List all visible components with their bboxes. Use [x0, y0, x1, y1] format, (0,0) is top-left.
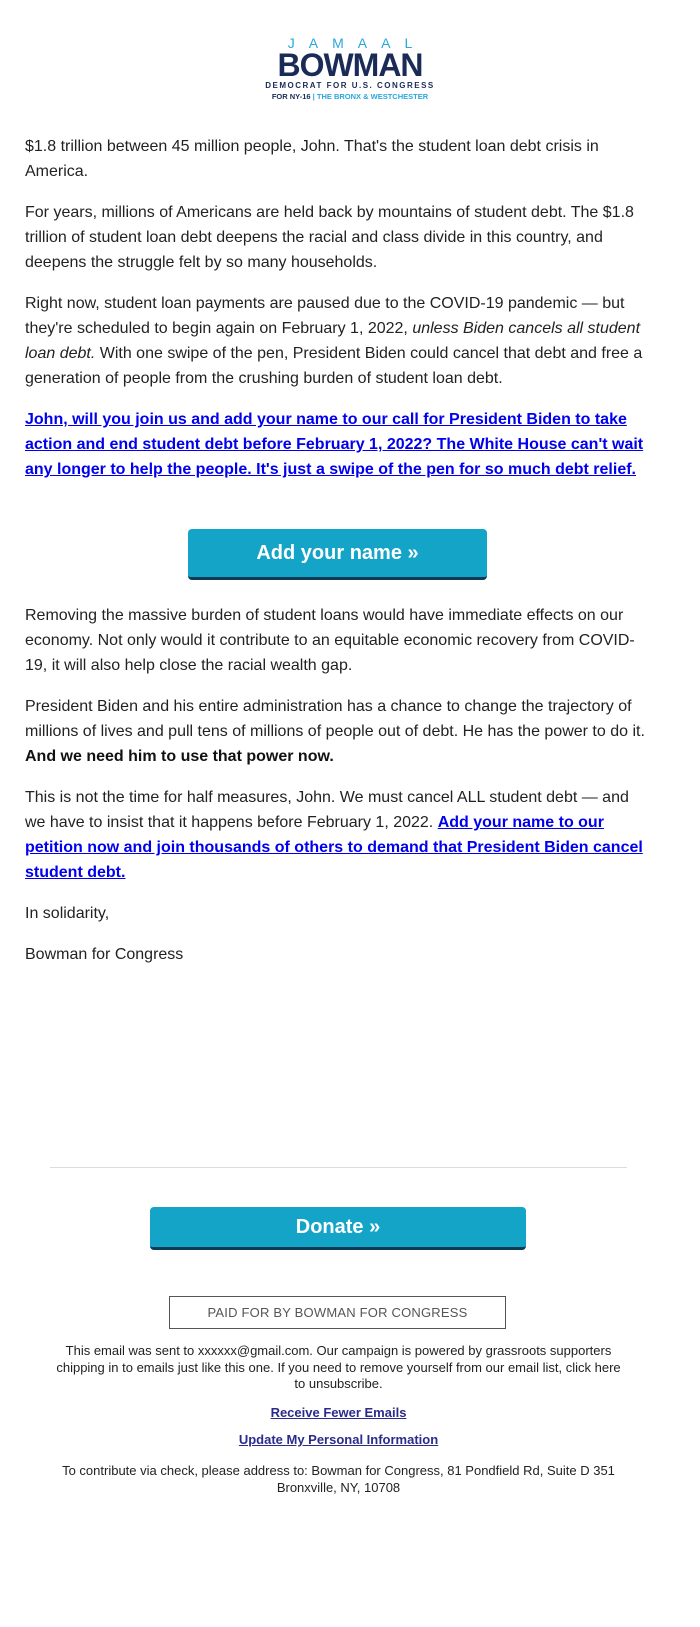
- paragraph-payments-text-a: Right now, student loan payments are paused due to the COVID-19 pandemic — but they're scheduled to begin again on February 1, 2022,: [25, 295, 625, 337]
- update-info-row: [0, 1432, 677, 1447]
- donate-button[interactable]: Donate »: [150, 1207, 526, 1250]
- paragraph-intro: $1.8 trillion between 45 million people, John. That's the student loan debt crisis in America.: [25, 138, 599, 180]
- paragraph-cta: [25, 407, 653, 482]
- signature: Bowman for Congress: [25, 946, 184, 963]
- email-body-bottom: [25, 603, 653, 983]
- logo-region-amp: &: [361, 92, 371, 101]
- paragraph-student-debt: For years, millions of Americans are held back by mountains of student debt. The $1.8 trillion of student loan debt deepens the racial and class divide in this country, and deepens the struggle felt by so many households.: [25, 204, 634, 271]
- campaign-logo: [0, 36, 700, 102]
- logo-region-bronx: THE BRONX: [316, 92, 362, 101]
- logo-district: [0, 91, 700, 102]
- update-personal-info-link[interactable]: Update My Personal Information: [238, 1432, 439, 1447]
- paragraph-power-strong: And we need him to use that power now.: [25, 748, 334, 765]
- logo-last-name: BOWMAN: [277, 47, 423, 83]
- add-your-name-button[interactable]: Add your name »: [188, 529, 487, 580]
- petition-link[interactable]: Add your name to our petition now and join thousands of others to demand that President Biden cancel student debt.: [25, 814, 643, 881]
- logo-region-westchester: WESTCHESTER: [370, 92, 429, 101]
- paragraph-payments-text-b: With one swipe of the pen, President Biden could cancel that debt and free a generation of people from the crushing burden of student loan debt.: [25, 345, 643, 387]
- footer-divider: [50, 1167, 627, 1168]
- paragraph-biden-power: [25, 694, 653, 769]
- receive-fewer-emails-link[interactable]: Receive Fewer Emails: [270, 1405, 407, 1420]
- cta-link[interactable]: John, will you join us and add your name to our call for President Biden to take action and end student debt before February 1, 2022? The White House can't wait any longer to help the people. It's just a swipe of the pen for so much debt relief.: [25, 411, 644, 478]
- signoff: In solidarity,: [25, 905, 110, 922]
- paragraph-half-measures: [25, 785, 653, 885]
- paid-for-disclaimer: PAID FOR BY BOWMAN FOR CONGRESS: [169, 1296, 506, 1329]
- paragraph-half-measures-text: This is not the time for half measures, John. We must cancel ALL student debt — and we have to insist that it happens before February 1, 2022.: [25, 789, 629, 831]
- mailing-address: To contribute via check, please address to: Bowman for Congress, 81 Pondfield Rd, Suite D 351 Bronxville, NY, 10708: [62, 1463, 615, 1495]
- fewer-emails-row: [0, 1405, 677, 1420]
- logo-first-name: JAMAAL: [287, 35, 427, 51]
- paragraph-power-text: President Biden and his entire administration has a chance to change the trajectory of millions of lives and pull tens of millions of people out of debt. He has the power to do it.: [25, 698, 645, 740]
- paragraph-economy: Removing the massive burden of student loans would have immediate effects on our economy. Not only would it contribute to an equitable economic recovery from COVID-19, it will also help close the racial wealth gap.: [25, 607, 635, 674]
- paragraph-payments-paused: [25, 291, 653, 391]
- email-body-top: [25, 134, 653, 498]
- paragraph-payments-emphasis: unless Biden cancels all student loan debt.: [25, 320, 641, 362]
- logo-separator: |: [310, 92, 317, 101]
- logo-tagline: DEMOCRAT FOR U.S. CONGRESS: [265, 81, 435, 90]
- logo-district-code: FOR NY-16: [271, 92, 311, 101]
- footer-notice: This email was sent to xxxxxx@gmail.com. Our campaign is powered by grassroots supporters chipping in to emails just like this one. If you need to remove yourself from our email list, click here to unsubscribe.: [56, 1343, 621, 1391]
